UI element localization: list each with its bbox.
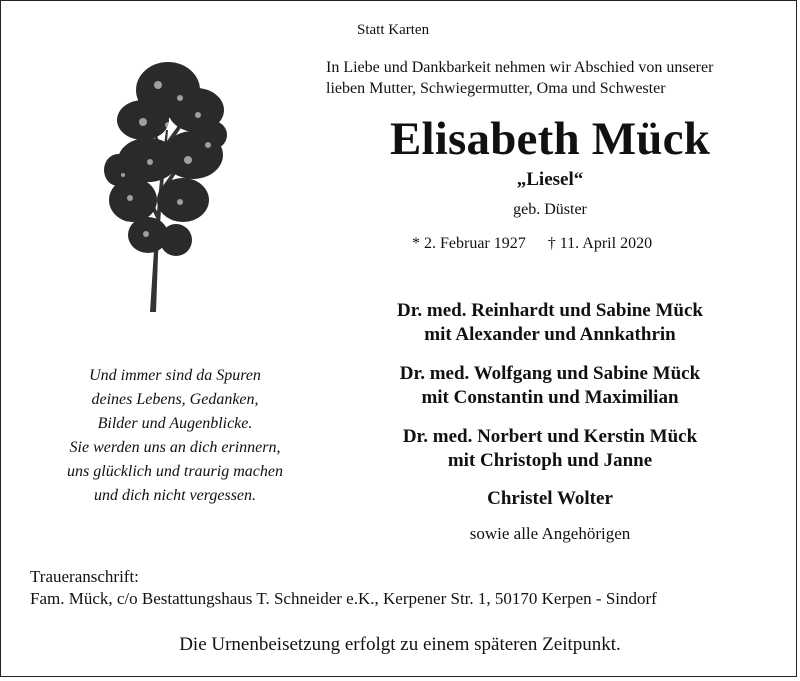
- intro-small: Statt Karten: [357, 22, 430, 38]
- mourner-group: [330, 425, 770, 473]
- address-label: Traueranschrift:: [30, 567, 139, 586]
- burial-note: Die Urnenbeisetzung erfolgt zu einem späteren Zeitpunkt.: [179, 634, 621, 655]
- poem-line: uns glücklich und traurig machen: [67, 463, 283, 480]
- poem-line: Sie werden uns an dich erinnern,: [69, 439, 281, 456]
- poem-line: und dich nicht vergessen.: [93, 487, 257, 504]
- deceased-name: Elisabeth Mück: [389, 113, 711, 165]
- mourner-names: Dr. med. Wolfgang und Sabine Mück: [399, 363, 701, 384]
- mourner-names: Dr. med. Norbert und Kerstin Mück: [402, 426, 698, 447]
- poem-line: deines Lebens, Gedanken,: [91, 391, 259, 408]
- death-date: † 11. April 2020: [547, 235, 653, 252]
- birth-name: geb. Düster: [513, 201, 587, 218]
- life-dates: [412, 235, 652, 253]
- poem-line: Und immer sind da Spuren: [89, 367, 261, 384]
- intro-line: lieben Mutter, Schwiegermutter, Oma und Schwester: [326, 80, 666, 97]
- intro-line: In Liebe und Dankbarkeit nehmen wir Abschied von unserer: [326, 59, 714, 76]
- mourner-names: Christel Wolter: [487, 488, 613, 509]
- mourning-address: Fam. Mück, c/o Bestattungshaus T. Schneider e.K., Kerpener Str. 1, 50170 Kerpen - Sindorf: [30, 589, 657, 608]
- poem: [20, 364, 330, 508]
- mourner-children: mit Alexander und Annkathrin: [424, 324, 676, 345]
- mourner-group: [330, 299, 770, 347]
- intro-text: [326, 57, 776, 99]
- nickname: „Liesel“: [516, 169, 584, 190]
- birth-date: * 2. Februar 1927: [412, 235, 526, 252]
- other-relatives: sowie alle Angehörigen: [469, 524, 631, 543]
- mourner-children: mit Christoph und Janne: [447, 450, 653, 471]
- mourner-children: mit Constantin und Maximilian: [421, 387, 679, 408]
- mourner-group: [330, 362, 770, 410]
- mourner-group: [330, 487, 770, 511]
- poem-line: Bilder und Augenblicke.: [97, 415, 253, 432]
- mourner-names: Dr. med. Reinhardt und Sabine Mück: [397, 300, 703, 321]
- tree-icon: [88, 50, 238, 312]
